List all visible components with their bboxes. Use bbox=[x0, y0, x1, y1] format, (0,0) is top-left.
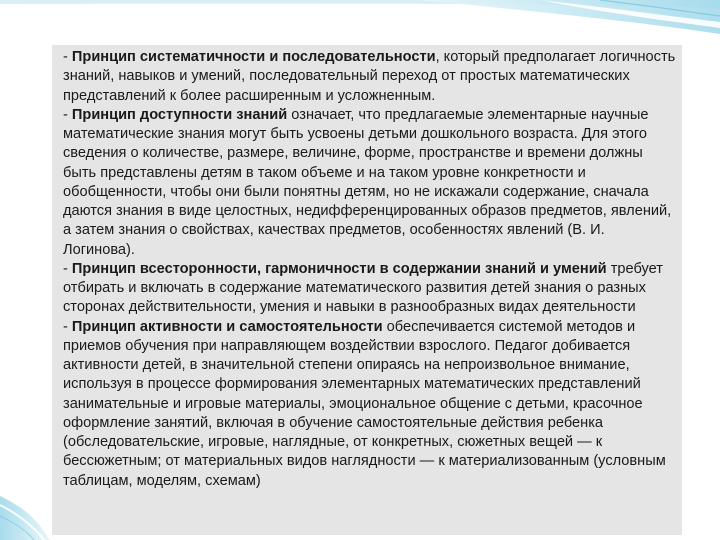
principle-title: Принцип активности и самостоятельности bbox=[71, 318, 383, 335]
principle-description: требует отбирать и включать в содержание математического развития детей знания о разных сторонах действительности, умения и навыки в разнообразных видах деятельности bbox=[63, 260, 663, 316]
principle-title: Принцип всесторонности, гармоничности в содержании знаний и умений bbox=[71, 260, 607, 277]
principle-systematicity bbox=[63, 48, 678, 106]
principle-comprehensiveness bbox=[63, 260, 678, 318]
paragraph-prefix: - bbox=[63, 260, 72, 277]
slide-body-text bbox=[63, 48, 678, 491]
principle-accessibility bbox=[63, 106, 678, 260]
principle-description: обеспечивается системой методов и приемов обучения при направляющем воздействии взрослого. Педагог добивается активности детей, в значительной степени опираясь на непроизвольное внимание, используя в процессе формирования элементарных математических представлений занимательные и игровые материалы, эмоциональное общение с детьми, красочное оформление занятий, включая в обучение самостоятельные действия ребенка (обследовательские, игровые, наглядные, от конкретных, сюжетных вещей — к бессюжетным; от материальных видов наглядности — к материализованным (условным таблицам, моделям, схемам) bbox=[63, 318, 666, 489]
principle-description: , который предполагает логичность знаний, навыков и умений, последовательный переход от простых математических представлений к более расширенным и усложненным. bbox=[63, 49, 676, 104]
paragraph-prefix: - bbox=[63, 106, 72, 123]
principle-activity bbox=[63, 318, 678, 491]
paragraph-prefix: - bbox=[63, 49, 72, 65]
paragraph-prefix: - bbox=[63, 318, 72, 335]
principle-title: Принцип систематичности и последовательности bbox=[71, 49, 436, 65]
principle-title: Принцип доступности знаний bbox=[71, 106, 288, 123]
principle-description: означает, что предлагаемые элементарные научные математические знания могут быть усвоены детьми дошкольного возраста. Для этого сведения о количестве, размере, величине, форме, пространстве и времени должны быть представлены детям в таком объеме и на таком уровне конкретности и обобщенности, чтобы они были понятны детям, но не искажали содержание, сначала даются знания в виде целостных, недифференцированных образов предметов, явлений, а затем знания о свойствах, качествах предметов, особенностях явлений (В. И. Логинова). bbox=[63, 106, 672, 258]
